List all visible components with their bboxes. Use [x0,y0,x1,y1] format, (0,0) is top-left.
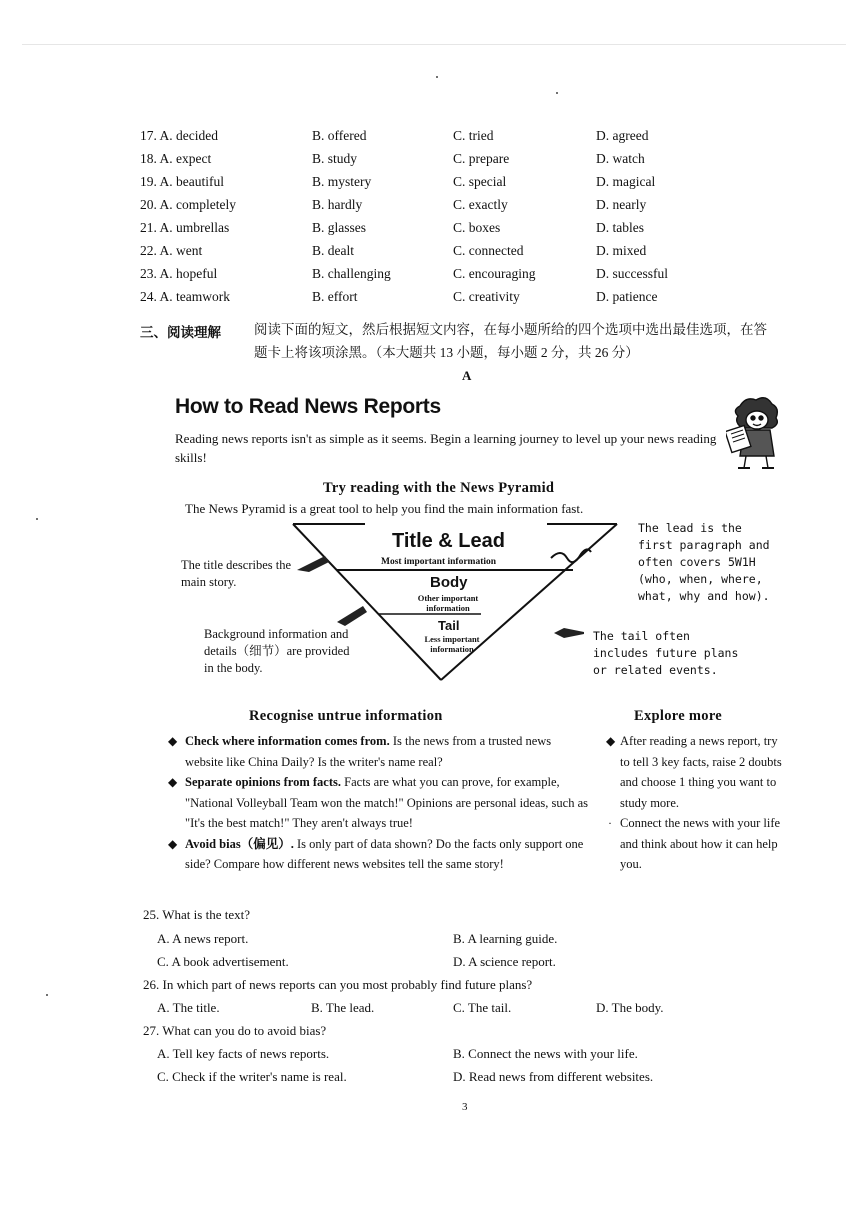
option-a: 23. A. hopeful [140,266,218,281]
bullet-item [168,834,588,875]
option-d: D. successful [596,266,668,281]
option-a: 24. A. teamwork [140,289,230,304]
option-b: B. offered [312,128,367,143]
answer-option-a: A. A news report. [157,931,249,946]
passage-letter: A [462,368,472,383]
option-b: B. challenging [312,266,391,281]
pyramid-tail-sub-line: information [430,644,474,654]
option-b: B. study [312,151,358,166]
bullet-rest: Facts are what you can prove, for example, "National Volleyball Team won the match!" Opinions are personal ideas, such as "It's the best match!" They aren't always true! [185,775,588,830]
explore-list [606,731,788,875]
dot-bullet-icon: · [608,816,612,830]
bullet-item [168,731,588,772]
scan-speck [46,994,48,996]
diamond-bullet-icon: ◆ [168,836,178,851]
option-a: 20. A. completely [140,197,236,212]
explore-item [606,813,788,875]
recognise-bullet-list [168,731,588,875]
article-title: How to Read News Reports [175,395,441,418]
question-stem: 26. In which part of news reports can you most probably find future plans? [143,977,533,992]
scan-top-edge [22,44,846,45]
option-d: D. tables [596,220,644,235]
page-number: 3 [462,1101,468,1113]
option-c: C. creativity [453,289,520,304]
option-c: C. encouraging [453,266,536,281]
cartoon-reader-illustration [726,394,786,470]
article-intro: Reading news reports isn't as simple as it seems. Begin a learning journey to level up your news reading skills! [175,431,717,465]
pyramid-body-sub-line: information [426,603,470,613]
arrow-to-title-icon [297,556,329,572]
section-instruction-line1: 阅读下面的短文，然后根据短文内容，在每小题所给的四个选项中选出最佳选项，在答 [254,322,767,337]
answer-option-b: B. The lead. [311,1000,375,1015]
option-d: D. mixed [596,243,647,258]
answer-option-c: C. The tail. [453,1000,512,1015]
answer-option-a: A. Tell key facts of news reports. [157,1046,330,1061]
option-c: C. prepare [453,151,510,166]
option-c: C. exactly [453,197,508,212]
option-d: D. agreed [596,128,649,143]
option-d: D. watch [596,151,645,166]
callout-title: The title describes the main story. [181,558,292,589]
answer-option-c: C. Check if the writer's name is real. [157,1069,347,1084]
arrow-to-tail-icon [552,626,586,640]
bullet-text [185,772,588,834]
option-b: B. glasses [312,220,366,235]
bullet-bold: Check where information comes from. [185,734,390,748]
answer-option-d: D. Read news from different websites. [453,1069,654,1084]
explore-heading: Explore more [634,708,723,724]
option-c: C. boxes [453,220,501,235]
answer-option-b: B. Connect the news with your life. [453,1046,638,1061]
option-a: 17. A. decided [140,128,218,143]
diamond-bullet-icon: ◆ [168,734,178,748]
option-d: D. patience [596,289,658,304]
callout-lead: The lead is the first paragraph and often covers 5W1H (who, when, where, what, why and how). [638,521,770,603]
pyramid-heading: Try reading with the News Pyramid [323,480,555,496]
bullet-bold: Avoid bias（偏见）. [185,836,294,851]
answer-option-d: D. A science report. [453,954,556,969]
answer-option-d: D. The body. [596,1000,664,1015]
question-stem: 25. What is the text? [143,907,250,922]
option-b: B. effort [312,289,358,304]
recognise-heading: Recognise untrue information [249,708,443,724]
answer-option-a: A. The title. [157,1000,220,1015]
bullet-text [185,731,588,772]
pyramid-title-lead-sub: Most important information [381,557,497,567]
option-a: 21. A. umbrellas [140,220,230,235]
bullet-rest: Is the news from a trusted news website like China Daily? Is the writer's name real? [185,734,552,769]
answer-option-c: C. A book advertisement. [157,954,289,969]
option-b: B. hardly [312,197,363,212]
pyramid-body: Body [430,574,468,591]
pyramid-title-lead: Title & Lead [392,530,505,552]
pyramid-body-sub [410,593,486,613]
option-a: 22. A. went [140,243,203,258]
option-c: C. tried [453,128,494,143]
question-stem: 27. What can you do to avoid bias? [143,1023,327,1038]
bullet-item [168,772,588,834]
arrow-to-body-icon [337,606,367,626]
option-b: B. dealt [312,243,354,258]
scan-speck [36,518,38,520]
bullet-text [185,834,588,875]
callout-body: Background information and details（细节）are provided in the body. [204,627,350,675]
option-d: D. magical [596,174,656,189]
scan-speck [556,92,558,94]
scan-speck [436,76,438,78]
option-c: C. connected [453,243,524,258]
pyramid-tail-sub-line: Less important [424,634,480,644]
section-heading: 三、阅读理解 [140,325,221,340]
section-instruction-line2: 题卡上将该项涂黑。（本大题共 13 小题，每小题 2 分，共 26 分） [254,345,639,360]
option-a: 19. A. beautiful [140,174,224,189]
pyramid-tail-sub [412,634,492,654]
pyramid-body-sub-line: Other important [417,593,479,603]
diamond-bullet-icon: ◆ [606,734,616,748]
pyramid-intro: The News Pyramid is a great tool to help you find the main information fast. [185,501,584,516]
bullet-bold: Separate opinions from facts. [185,775,342,789]
pyramid-tail: Tail [438,618,460,633]
explore-text: After reading a news report, try to tell 3 key facts, raise 2 doubts and choose 1 thing you want to study more. [620,734,782,810]
option-b: B. mystery [312,174,372,189]
diamond-bullet-icon: ◆ [168,775,178,789]
bullet-rest: Is only part of data shown? Do the facts only support one side? Compare how different news websites tell the same story! [185,836,584,871]
explore-text: Connect the news with your life and think about how it can help you. [620,816,781,871]
option-a: 18. A. expect [140,151,212,166]
option-d: D. nearly [596,197,647,212]
answer-option-b: B. A learning guide. [453,931,558,946]
explore-item [606,731,788,813]
callout-tail: The tail often includes future plans or related events. [593,629,739,677]
option-c: C. special [453,174,507,189]
